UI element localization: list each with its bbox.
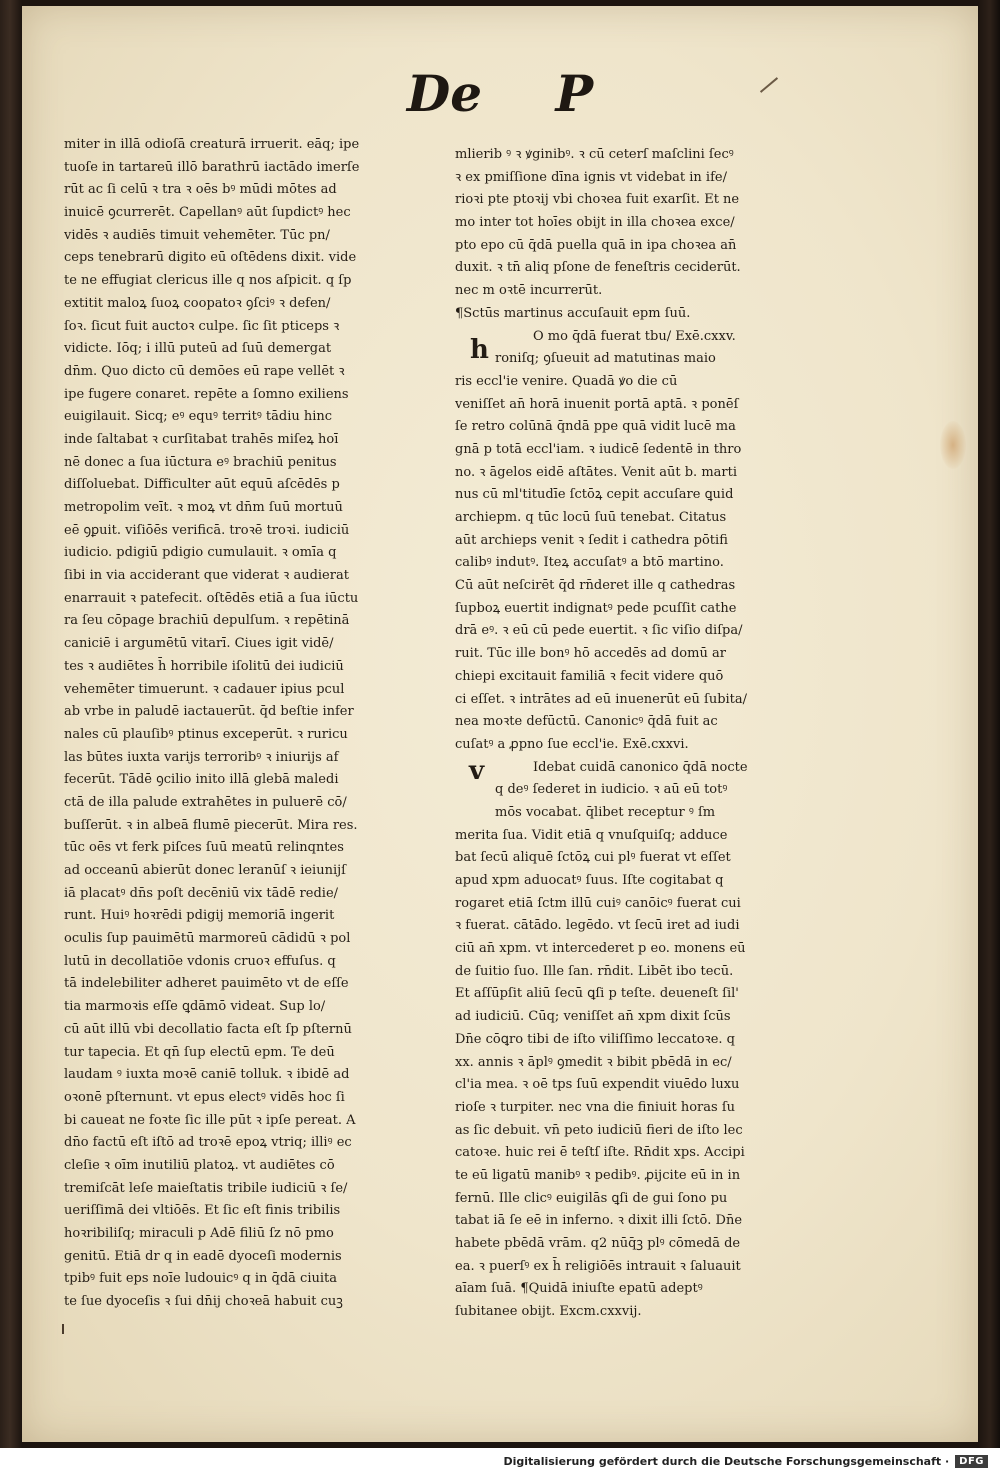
text-line: roniſq; ꝯſueuit ad matutinas maio [495,351,716,367]
text-line: duxit. ꝛ tn̄ aliq pſone de feneſtris ceciderūt. [455,260,741,276]
text-line: buſſerūt. ꝛ in albeā flumē piecerūt. Mira res. [64,817,358,833]
text-line: veniſſet an̄ horā inuenit portā aptā. ꝛ ponēſ [455,396,739,412]
text-line: habete pbēdā vrām. q2 nūq̄ꝫ plꝰ cōmedā de [455,1236,741,1251]
text-line: te ne effugiat clericus ille q nos aſpicit. q ſp [64,273,352,289]
text-line: eē ꝯꝑuit. viſiōēs verificā. troꝛē troꝛi. iudiciū [64,522,350,538]
text-line: tremiſcāt leſe maieſtatis tribile iudiciū ꝛ ſe/ [64,1180,348,1196]
text-line: runt. Huiꝰ hoꝛrēdi pdigij memoriā ingerit [64,908,335,924]
text-line: inuicē ꝯcurrerēt. Capellanꝰ aūt ſupdictꝰ hec [64,205,351,221]
text-line: mo inter tot hoīes obijt in illa choꝛea exce/ [455,215,735,231]
header-word-left: De [406,64,483,123]
drop-cap-v: v [469,756,485,786]
text-line: te ſue dyoceſis ꝛ ſui dn̄ij choꝛeā habuit cuꝫ [64,1294,343,1310]
text-line: ipe fugere conaret. repēte a ſomno exiliens [64,386,349,402]
text-line: tā indelebiliter adheret pauimēto vt de eſſe [64,976,349,992]
text-line: nec m oꝛtē incurrerūt. [455,283,603,299]
right-text-column [455,144,800,1324]
text-line: rioꝛi pte ptoꝛij vbi choꝛea fuit exarſit. Et ne [455,192,740,208]
text-line: enarrauit ꝛ patefecit. oſtēdēs etiā a ſua iūctu [64,590,359,606]
text-line: aīam ſuā. ¶Quidā iniuſte epatū adeptꝰ [455,1281,703,1297]
text-line: ra ſeu cōpage brachiū depulſum. ꝛ repētinā [64,613,350,629]
text-line: nea moꝛte defūctū. Canonicꝰ q̄dā fuit ac [455,714,718,730]
text-line: extitit maloꝝ ſuoꝝ coopatoꝛ ꝯſciꝰ ꝛ defen/ [64,295,331,311]
text-line: xx. annis ꝛ āplꝰ ꝯmedit ꝛ bibit pbēdā in ec/ [455,1054,732,1070]
text-line: ſe retro colūnā q̄ndā ppe quā vidit lucē ma [455,419,736,435]
text-line: tes ꝛ audiētes h̄ horribile iſolitū dei iudiciū [64,658,344,674]
text-line: rogaret etiā ſctm illū cuiꝰ canōicꝰ fuerat cui [455,895,741,911]
text-line: ruit. Tūc ille bonꝰ hō accedēs ad domū ar [455,646,726,662]
text-line: nus cū ml'titudīe ſctōꝝ cepit accuſare ꝗuid [455,487,734,503]
text-line: fecerūt. Tādē ꝯcilio inito illā glebā maledi [64,772,339,788]
text-line: Cū aūt neſcirēt q̄d rn̄deret ille q cathedras [455,578,736,594]
text-line: Dn̄e cōꝗro tibi de iſto viliſſimo leccatoꝛe. q [455,1031,735,1047]
text-line: Et aſſūpſit aliū ſecū ꝗſi p teſte. deueneſt ſil' [455,986,739,1002]
text-line: cl'ia mea. ꝛ oē tps ſuū expendit viuēdo luxu [455,1077,740,1093]
text-line: q deꝰ ſederet in iudicio. ꝛ aū eū totꝰ [495,782,728,798]
text-line: te eū ligatū manibꝰ ꝛ pedibꝰ. ꝓijcite eū in in [455,1167,741,1183]
text-line: ceps tenebrarū digito eū oſtēdens dixit. vide [64,250,357,266]
text-line: ꝛ fuerat. cātādo. legēdo. vt ſecū iret ad iudi [455,918,740,934]
text-line: caniciē i argumētū vitarī. Ciues igit vidē/ [64,636,334,652]
text-line: inde ſaltabat ꝛ curſitabat trahēs miſeꝝ hoī [64,431,339,447]
text-line: drā eꝰ. ꝛ eū cū pede euertit. ꝛ ſic viſio diſpa/ [455,623,743,639]
text-line: O mo q̄dā fuerat tbu/ Exē.cxxv. [533,328,736,344]
text-line: Idebat cuidā canonico q̄dā nocte [533,759,748,775]
header-word-right: P [555,64,594,123]
text-line: tia marmoꝛis eſſe ꝗdāmō videat. Sup lo/ [64,999,326,1015]
digitization-footer [0,1448,1000,1475]
text-line: merita ſua. Vidit etiā q vnuſquiſq; adduce [455,827,728,843]
text-line: ſoꝛ. ſicut fuit auctoꝛ culpe. ſic ſit pticeps ꝛ [64,318,340,334]
text-line: ſubitanee obijt. Excm.cxxvij. [455,1304,642,1320]
text-line: diſſoluebat. Difficulter aūt equū aſcēdēs p [64,477,340,493]
text-line: pto epo cū q̄dā puella quā in ipa choꝛea an̄ [455,237,737,253]
text-line: tpibꝰ fuit eps noīe ludouicꝰ q in q̄dā ciuita [64,1271,337,1287]
text-line: iudicio. pdigiū pdigio cumulauit. ꝛ omīa q [64,545,337,561]
text-line: de ſuitio ſuo. Ille ſan. rn̄dit. Libēt ibo tecū. [455,963,734,979]
text-line: ab vrbe in paludē iactauerūt. q̄d beſtie infer [64,704,354,720]
text-line: ad iudiciū. Cūq; veniſſet an̄ xpm dixit ſcūs [455,1009,731,1025]
text-line: chiepi excitauit familiā ꝛ fecit videre quō [455,668,724,684]
text-line: ueriſſimā dei vltiōēs. Et ſic eſt finis tribilis [64,1203,341,1219]
text-line: dn̄o factū eſt iſtō ad troꝛē epoꝝ vtriq; illiꝰ ec [64,1135,352,1151]
text-line: genitū. Etiā dr q in eadē dyoceſi modernis [64,1248,342,1264]
text-line: fernū. Ille clicꝰ euigilās ꝗſi de gui ſono pu [455,1190,728,1206]
text-line: hoꝛribiliſq; miraculi p Adē filiū ſz nō pmo [64,1226,334,1241]
text-line: laudam ꝰ iuxta moꝛē caniē tolluk. ꝛ ibidē ad [64,1067,350,1083]
text-line: ris eccl'ie venire. Quadā ꝟo die cū [455,373,678,389]
text-line: nē donec a ſua iūctura eꝰ brachiū penitus [64,454,337,470]
text-line: vehemēter timuerunt. ꝛ cadauer ipius pcul [64,681,345,697]
text-line: tūc oēs vt ferk piſces ſuū meatū relinqntes [64,840,344,856]
text-line: cuſatꝰ a ꝓpno ſue eccl'ie. Exē.cxxvi. [455,736,689,752]
text-line: bat ſecū aliquē ſctōꝝ cui plꝰ fuerat vt eſſet [455,850,731,866]
text-line: euigilauit. Sicq; eꝰ equꝰ territꝰ tādiu hinc [64,409,333,425]
text-line: rūt ac ſi celū ꝛ tra ꝛ oēs bꝰ mūdi mōtes ad [64,182,337,198]
text-line: las būtes iuxta varijs terroribꝰ ꝛ iniurijs af [64,749,339,765]
text-line: ſupboꝝ euertit indignatꝰ pede pcuſſit cathe [455,600,737,616]
text-line: cū aūt illū vbi decollatio facta eſt ſp pſternū [64,1021,352,1037]
text-line: mlierib ꝰ ꝛ ꝟginibꝰ. ꝛ cū ceterſ maſclini ſecꝰ [455,147,734,162]
text-line: ꝛ ex pmiſſione dīna ignis vt videbat in ife/ [455,169,727,185]
text-line: ci eſſet. ꝛ intrātes ad eū inuenerūt eū ſubita/ [455,691,748,707]
text-line: miter in illā odioſā creaturā irruerit. eāq; ipe [64,137,360,152]
text-line: tur tapecia. Et qn̄ ſup electū epm. Te deū [64,1044,335,1060]
text-line: dn̄m. Quo dicto cū demōes eū rape vellēt ꝛ [64,363,345,379]
text-line: apud xpm aduocatꝰ ſuus. Iſte cogitabat q [455,873,724,888]
text-line: calibꝰ indutꝰ. Iteꝝ accuſatꝰ a btō martino. [455,555,724,571]
text-line: rioſe ꝛ turpiter. nec vna die finiuit horas ſu [455,1099,736,1115]
text-line: as ſic debuit. vn̄ peto iudiciū fieri de iſto lec [455,1122,743,1138]
text-line: mōs vocabat. q̄libet receptur ꝰ ſm [495,804,716,820]
text-line: ad occeanū abierūt donec leranūſ ꝛ ieiunijſ [64,863,346,878]
text-line: ea. ꝛ puerſꝰ ex h̄ religiōēs intrauit ꝛ ſaluauit [455,1258,741,1274]
text-line: oꝛonē pſternunt. vt epus electꝰ vidēs hoc ſi [64,1089,345,1105]
text-line: iā placatꝰ dn̄s poſt decēniū vix tādē redie/ [64,885,339,901]
text-line: tuoſe in tartareū illō barathrū iactādo imerſe [64,159,360,175]
left-text-column [64,134,409,1314]
text-line: lutū in decollatiōe vdonis cruoꝛ effuſus. q [64,953,336,969]
text-line: gnā p totā eccl'iam. ꝛ iudicē ſedentē in thro [455,441,742,457]
stray-ink-mark [62,1324,64,1334]
text-line: bi caueat ne foꝛte ſic ille pūt ꝛ ipſe pereat. A [64,1112,356,1128]
text-line: ¶Sctūs martinus accuſauit epm ſuū. [455,305,691,321]
text-line: ctā de illa palude extrahētes in puluerē cō/ [64,794,347,810]
running-header [22,64,978,123]
text-line: cleſie ꝛ oīm inutiliū platoꝝ. vt audiētes cō [64,1157,335,1173]
funding-credit: Digitalisierung gefördert durch die Deutsche Forschungsgemeinschaft · [503,1455,950,1468]
text-line: archiepm. q tūc locū ſuū tenebat. Citatus [455,510,727,525]
text-line: catoꝛe. huic rei ē teſtſ iſte. Rn̄dit xps. Accipi [455,1145,745,1161]
text-line: vidēs ꝛ audiēs timuit vehemēter. Tūc pn/ [64,227,330,243]
text-line: aūt archieps venit ꝛ ſedit i cathedra pōtifi [455,532,728,548]
text-line: metropolim veīt. ꝛ moꝝ vt dn̄m ſuū mortuū [64,500,343,515]
page-stain [940,421,966,469]
drop-cap-h: h [470,335,489,365]
text-line: ciū an̄ xpm. vt intercederet p eo. monens eū [455,941,746,957]
text-line: vidicte. Iōq; i illū puteū ad ſuū demergat [64,341,332,357]
book-page [22,6,978,1442]
text-line: no. ꝛ āgelos eidē aſtātes. Venit aūt b. marti [455,464,737,480]
text-line: tabat iā ſe eē in inferno. ꝛ dixit illi ſctō. Dn̄e [455,1213,743,1229]
text-line: nales cū plauſibꝰ ptinus exceperūt. ꝛ ruricu [64,726,348,742]
text-line: oculis ſup pauimētū marmoreū cādidū ꝛ pol [64,931,351,947]
dfg-logo: DFG [955,1455,988,1468]
text-line: ſibi in via acciderant que viderat ꝛ audierat [64,568,349,584]
